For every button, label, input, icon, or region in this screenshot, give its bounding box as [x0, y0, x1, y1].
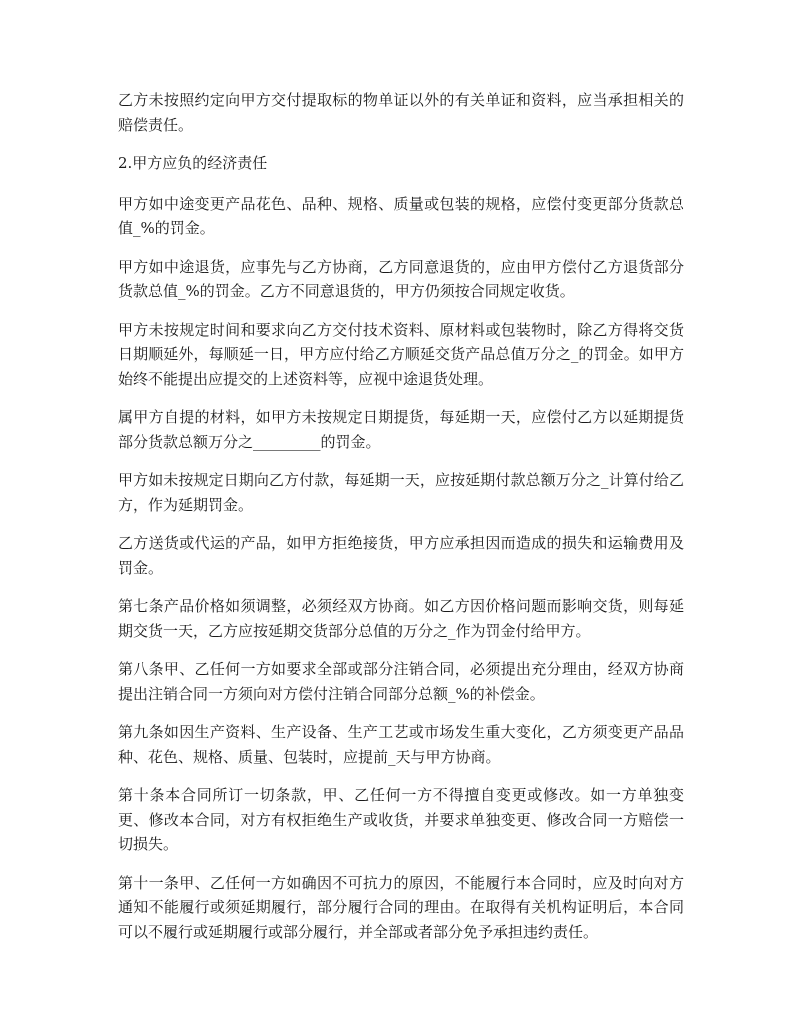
paragraph-buyer-late-payment: 甲方如未按规定日期向乙方付款，每延期一天，应按延期付款总额万分之_计算付给乙方，作为延期罚金。 [118, 471, 684, 514]
article-11-force-majeure: 第十一条甲、乙任何一方如确因不可抗力的原因，不能履行本合同时，应及时向对方通知不能履行或须延期履行，部分履行合同的理由。在取得有关机构证明后，本合同可以不履行或延期履行或部分履行，并全部或者部分免予承担违约责任。 [118, 873, 684, 941]
paragraph-buyer-change-specs: 甲方如中途变更产品花色、品种、规格、质量或包装的规格，应偿付变更部分货款总值_%的罚金。 [118, 194, 684, 237]
article-10-no-unilateral-changes: 第十条本合同所订一切条款，甲、乙任何一方不得擅自变更或修改。如一方单独变更、修改本合同，对方有权拒绝生产或收货，并要求单独变更、修改合同一方赔偿一切损失。 [118, 786, 684, 853]
article-9-major-changes: 第九条如因生产资料、生产设备、生产工艺或市场发生重大变化，乙方须变更产品品种、花色、规格、质量、包装时，应提前_天与甲方协商。 [118, 723, 684, 766]
paragraph-buyer-refuse-delivery: 乙方送货或代运的产品，如甲方拒绝接货，甲方应承担因而造成的损失和运输费用及罚金。 [118, 534, 684, 577]
paragraph-seller-documents-liability: 乙方未按照约定向甲方交付提取标的物单证以外的有关单证和资料，应当承担相关的赔偿责任。 [118, 91, 684, 134]
paragraph-buyer-return-goods: 甲方如中途退货，应事先与乙方协商，乙方同意退货的，应由甲方偿付乙方退货部分货款总值_%的罚金。乙方不同意退货的，甲方仍须按合同规定收货。 [118, 257, 684, 300]
paragraph-buyer-late-materials: 甲方未按规定时间和要求向乙方交付技术资料、原材料或包装物时，除乙方得将交货日期顺延外，每顺延一日，甲方应付给乙方顺延交货产品总值万分之_的罚金。如甲方始终不能提出应提交的上述资料等，应视中途退货处理。 [118, 320, 684, 388]
section-heading-buyer-liability: 2.甲方应负的经济责任 [118, 154, 268, 172]
article-8-contract-cancellation: 第八条甲、乙任何一方如要求全部或部分注销合同，必须提出充分理由，经双方协商提出注销合同一方须向对方偿付注销合同部分总额_%的补偿金。 [118, 660, 684, 703]
article-7-price-adjustment: 第七条产品价格如须调整，必须经双方协商。如乙方因价格问题而影响交货，则每延期交货一天，乙方应按延期交货部分总值的万分之_作为罚金付给甲方。 [118, 597, 684, 640]
paragraph-buyer-late-pickup: 属甲方自提的材料，如甲方未按规定日期提货，每延期一天，应偿付乙方以延期提货部分货款总额万分之_________的罚金。 [118, 408, 684, 451]
document-body [118, 88, 684, 958]
